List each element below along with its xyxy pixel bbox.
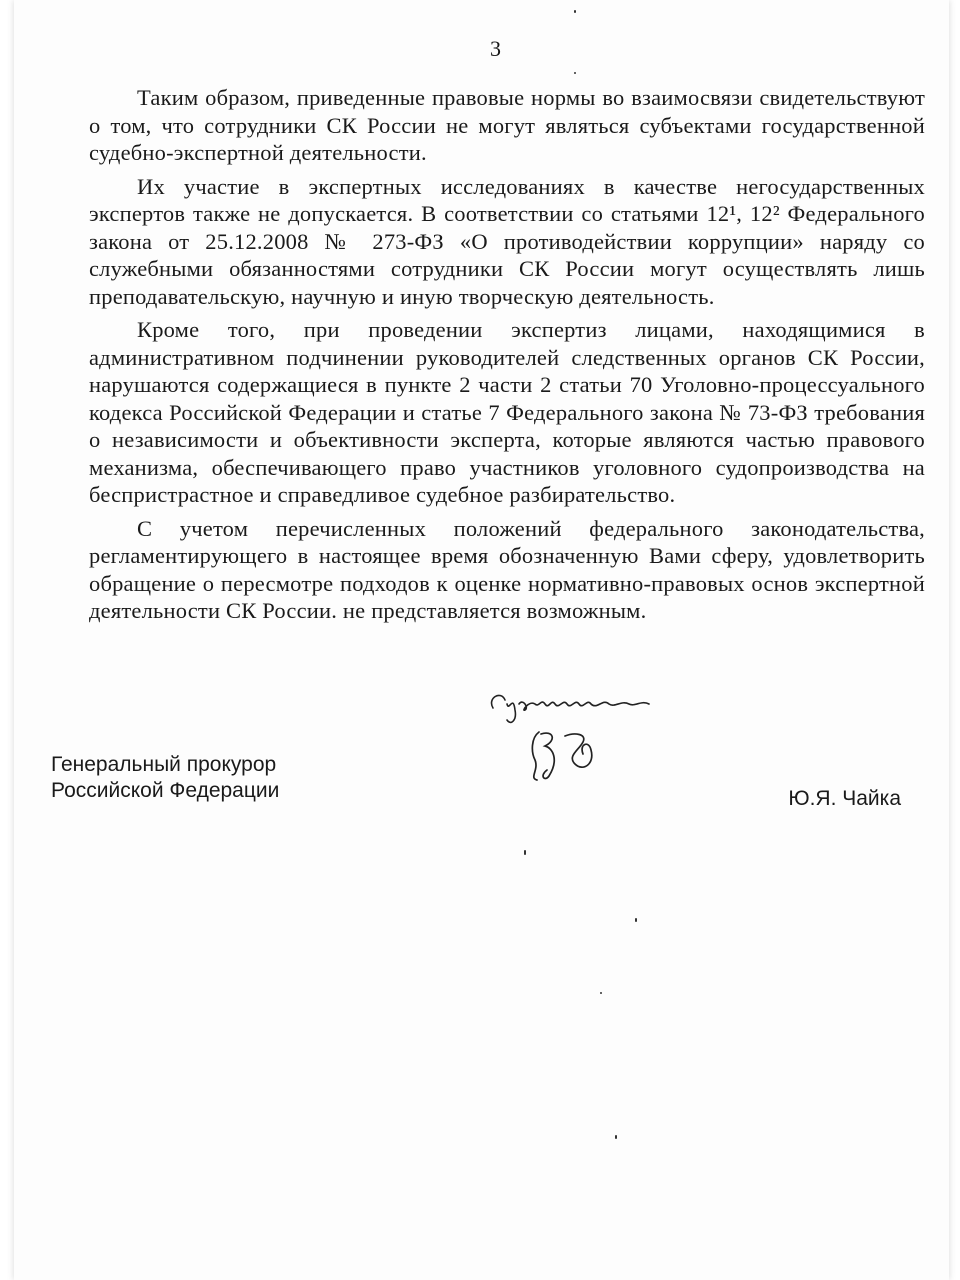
scan-speck <box>574 10 576 13</box>
handwritten-signature <box>479 680 669 790</box>
letter-body <box>89 84 925 631</box>
position-line-1: Генеральный прокурор <box>51 753 277 776</box>
paragraph-final-decision: С учетом перечисленных положений федерального законодательства, регламентирующего в настоящее время обозначенную Вами сферу, удовлетворить обращение о пересмотре подходов к оценке нормативно-правовых основ экспертной деятельности СК России. не представляется возможным. <box>89 515 925 623</box>
paragraph-non-state-experts: Их участие в экспертных исследованиях в качестве негосударственных экспертов также не допускается. В соответствии со статьями 12¹, 12² Федерального закона от 25.12.2008 № 273-ФЗ «О противодействии коррупции» наряду со служебными обязанностями сотрудники СК России могут осуществлять лишь преподавательскую, научную и иную творческую деятельность. <box>89 173 925 309</box>
paragraph-independence: Кроме того, при проведении экспертиз лицами, находящимися в административном подчинении руководителей следственных органов СК России, нарушаются содержащиеся в пункте 2 части 2 статьи 70 Уголовно-процессуального кодекса Российской Федерации и статье 7 Федерального закона № 73-ФЗ требования о независимости и объективности эксперта, которые являются частью правового механизма, обеспечивающего право участников уголовного судопроизводства на беспристрастное и справедливое судебное разбирательство. <box>89 317 925 507</box>
scan-speck <box>600 992 602 994</box>
scan-speck <box>635 918 637 922</box>
scan-speck <box>524 850 526 855</box>
document-page <box>14 0 949 1280</box>
page-number: 3 <box>490 36 501 61</box>
scan-speck <box>574 72 576 74</box>
scan-speck <box>615 1135 617 1139</box>
signatory-name: Ю.Я. Чайка <box>788 787 901 810</box>
signatory-position <box>51 752 279 804</box>
paragraph-conclusion: Таким образом, приведенные правовые нормы во взаимосвязи свидетельствуют о том, что сотрудники СК России не могут являться субъектами государственной судебно-экспертной деятельности. <box>89 85 925 165</box>
position-line-2: Российской Федерации <box>51 779 280 802</box>
